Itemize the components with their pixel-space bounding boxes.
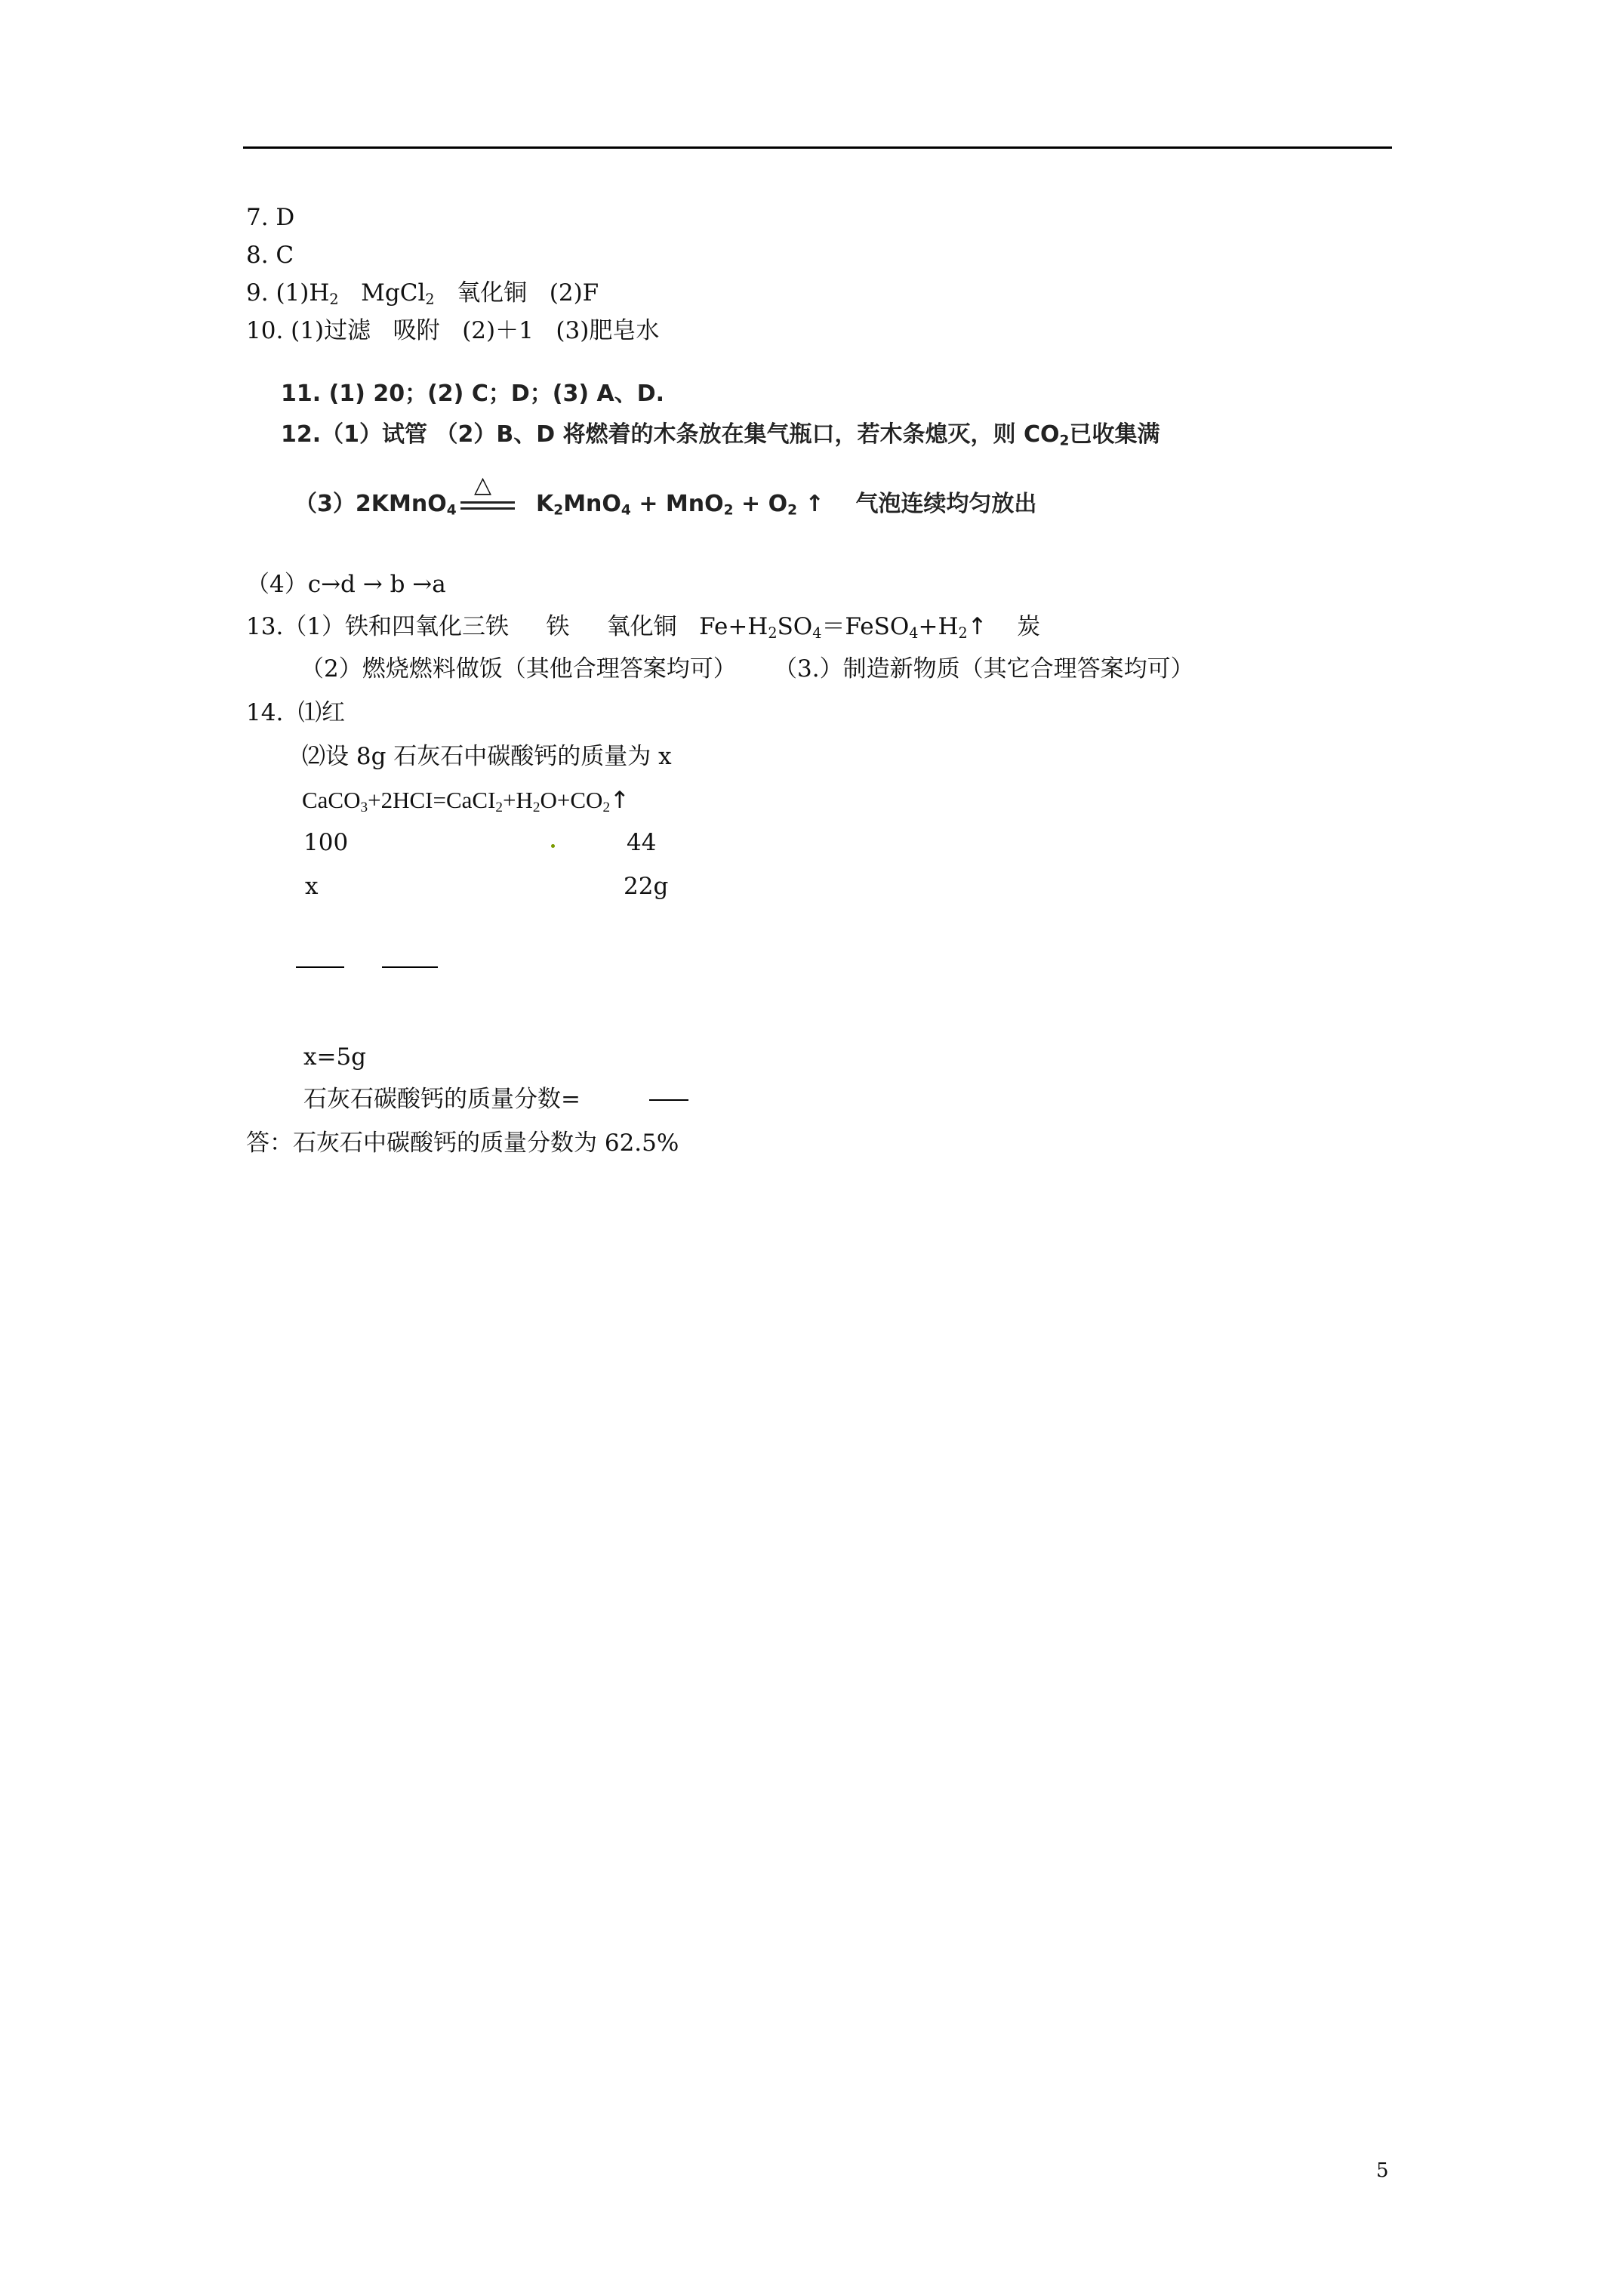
answer-8: 8. C — [246, 242, 294, 269]
fraction-bar-final — [649, 1099, 688, 1101]
eq13-s1: 2 — [768, 624, 778, 642]
answer-14-part1: ⑴红 — [298, 699, 346, 726]
eq13-a: Fe+H — [699, 613, 768, 640]
answer-12-co2-sub: 2 — [1059, 433, 1070, 449]
answer-13-line1 — [246, 612, 1040, 642]
answer-11: 11. (1) 20；(2) C；D；(3) A、D. — [281, 381, 664, 407]
answer-12-equation-left — [294, 489, 457, 519]
eq14-b: +2HCI=CaCI — [368, 787, 496, 813]
answer-9-mgcl-sub: 2 — [425, 290, 435, 308]
eq14-s1: 3 — [360, 799, 368, 815]
answer-7: 7. D — [246, 204, 295, 231]
eq13-s3: 4 — [909, 624, 919, 642]
eq13-b: SO — [777, 613, 813, 640]
answer-13-part3: （3.）制造新物质（其它合理答案均可） — [774, 655, 1194, 683]
mno2: + MnO — [630, 491, 724, 517]
triangle-icon: △ — [474, 472, 492, 498]
answer-13-d: 炭 — [1017, 613, 1041, 640]
answer-14-equation — [302, 785, 630, 815]
answer-10-part2: 吸附 — [393, 317, 440, 344]
equals-bar-top — [460, 501, 515, 504]
eq14-s2: 2 — [495, 799, 504, 815]
ratio-row2-left: x — [305, 873, 319, 900]
page-number: 5 — [1376, 2159, 1389, 2182]
eq14-a: CaCO — [302, 787, 361, 813]
fraction-label: 石灰石碳酸钙的质量分数= — [303, 1086, 581, 1113]
answer-9-part3: (2)F — [549, 279, 599, 307]
eq13-s4: 2 — [958, 624, 968, 642]
ratio-row2-right: 22g — [624, 873, 669, 900]
k2mno4-sub-o: 4 — [621, 502, 631, 519]
k2mno4-mn: MnO — [563, 491, 621, 517]
answer-12-equation-right — [536, 489, 1036, 519]
answer-9-mgcl: MgCl — [361, 279, 426, 307]
answer-14-line1 — [246, 698, 345, 728]
answer-13-a: （1）铁和四氧化三铁 — [283, 613, 510, 640]
answer-10-part3: (2)＋1 — [462, 317, 534, 344]
stray-dot — [551, 844, 555, 848]
answer-13-number: 13. — [246, 613, 284, 640]
bubbles-text: 气泡连续均匀放出 — [855, 491, 1037, 517]
answer-13-c: 氧化铜 — [606, 613, 677, 640]
header-rule — [243, 146, 1392, 149]
answer-12-line1 — [281, 420, 1160, 450]
k2mno4-k: K — [536, 491, 554, 517]
eq13-c: ＝FeSO — [821, 613, 910, 640]
eq13-d: +H — [918, 613, 959, 640]
equals-bar-bottom — [460, 507, 515, 510]
final-answer: 答：石灰石中碳酸钙的质量分数为 62.5% — [246, 1130, 679, 1157]
answer-12-part4: （4）c→d → b →a — [246, 571, 446, 598]
answer-9-part2: 氧化铜 — [457, 279, 528, 307]
o2: + O — [733, 491, 788, 517]
fraction-bar-right — [382, 966, 438, 968]
answer-12-text-b: 已收集满 — [1069, 421, 1160, 448]
answer-14-number: 14. — [246, 699, 284, 726]
gas-arrow-icon: ↑ — [805, 491, 824, 517]
answer-13-b: 铁 — [546, 613, 570, 640]
eq14-arrow-icon: ↑ — [610, 787, 630, 814]
answer-9-part1: (1)H — [276, 279, 330, 307]
eq14-c: +H — [503, 787, 533, 813]
answer-9-number: 9. — [246, 279, 276, 307]
o2-sub: 2 — [787, 502, 798, 519]
ratio-row1-left: 100 — [303, 829, 349, 856]
answer-10-part4: (3)肥皂水 — [556, 317, 660, 344]
answer-13-line2 — [300, 654, 1194, 684]
answer-13-part2: （2）燃烧燃料做饭（其他合理答案均可） — [300, 655, 737, 683]
eq14-d: O+CO — [540, 787, 603, 813]
eq13-arrow-icon: ↑ — [967, 613, 987, 640]
answer-9 — [246, 278, 599, 308]
answer-10 — [246, 316, 659, 346]
answer-10-number: 10. — [246, 317, 291, 344]
result-x: x=5g — [303, 1043, 367, 1071]
eq14-s3: 2 — [532, 799, 540, 815]
kmno4-sub: 4 — [446, 502, 457, 519]
answer-12-text-a: 12.（1）试管 （2）B、D 将燃着的木条放在集气瓶口，若木条熄灭，则 CO — [281, 421, 1060, 448]
eq14-s4: 2 — [602, 799, 611, 815]
k2mno4-sub-k: 2 — [553, 502, 564, 519]
answer-10-part1: (1)过滤 — [291, 317, 371, 344]
ratio-row1-right: 44 — [627, 829, 657, 856]
heating-condition — [460, 474, 515, 512]
fraction-bar-left — [296, 966, 344, 968]
answer-14-part2: ⑵设 8g 石灰石中碳酸钙的质量为 x — [302, 743, 672, 770]
mno2-sub: 2 — [723, 502, 734, 519]
eq13-s2: 4 — [812, 624, 822, 642]
answer-9-sub: 2 — [329, 290, 339, 308]
kmno4-label: （3）2KMnO — [294, 491, 447, 517]
